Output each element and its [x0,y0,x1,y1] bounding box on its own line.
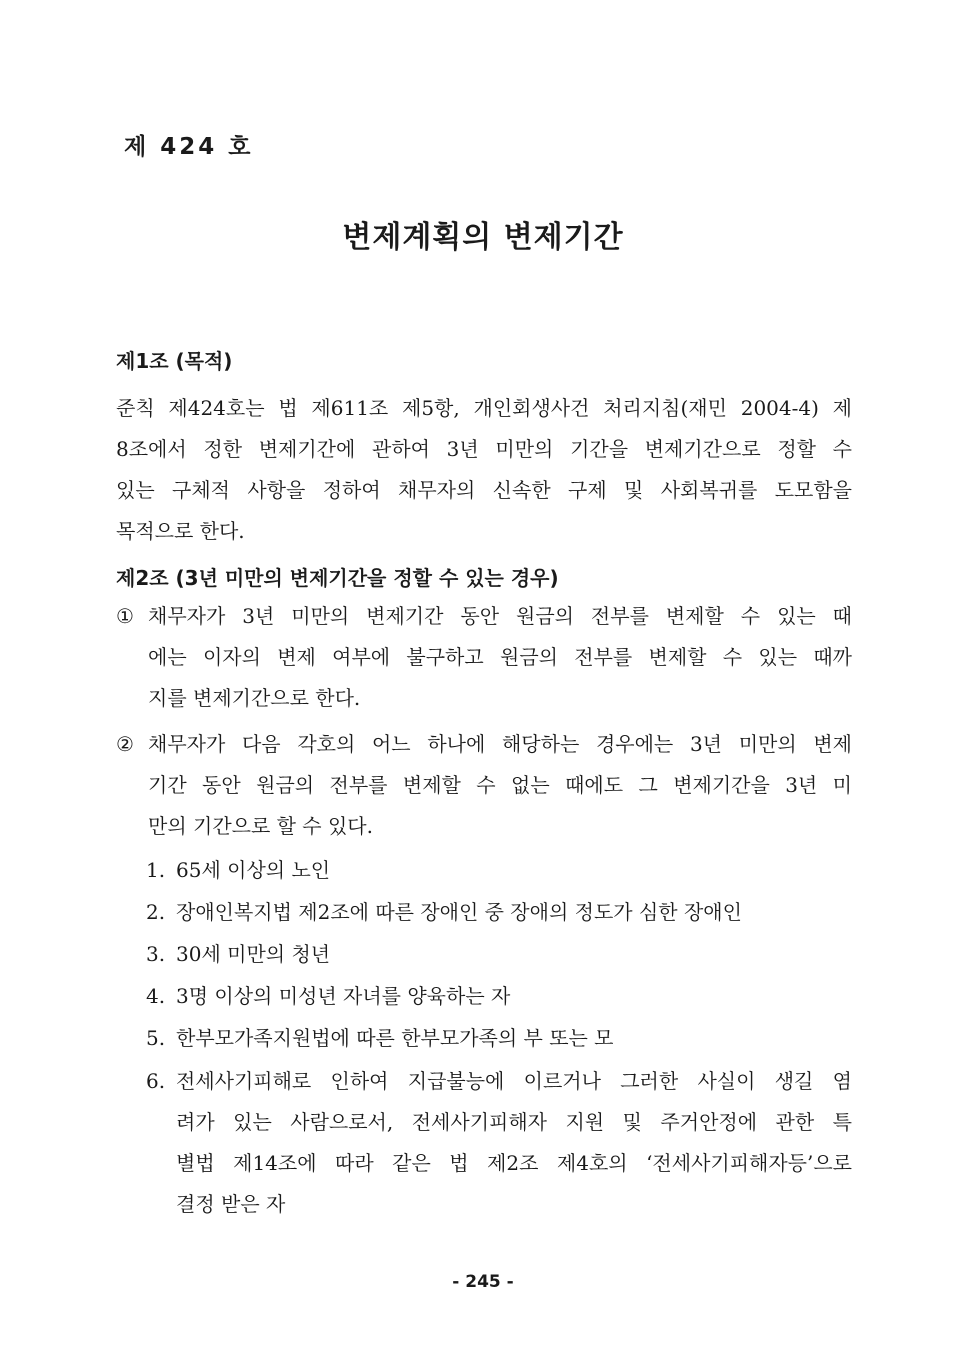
sub-item-number: 3. [146,942,166,966]
sub-item-1 [146,850,852,891]
item-line: 기간 동안 원금의 전부를 변제할 수 없는 때에도 그 변제기간을 3년 미 [148,773,852,797]
sub-item-line: 전세사기피해로 인하여 지급불능에 이르거나 그러한 사실이 생길 염 [176,1069,852,1093]
item-line: 만의 기간으로 할 수 있다. [148,814,373,838]
item-line: 지를 변제기간으로 한다. [148,686,361,710]
article-2-item-2 [116,724,852,847]
sub-item-6 [146,1061,852,1225]
sub-item-text [176,1018,852,1059]
sub-item-line: 별법 제14조에 따라 같은 법 제2조 제4호의 ‘전세사기피해자등’으로 [176,1151,852,1175]
article-1-line: 목적으로 한다. [116,519,245,543]
document-title: 변제계획의 변제기간 [342,220,624,255]
sub-item-line: 30세 미만의 청년 [176,942,331,966]
article-1-line: 준칙 제424호는 법 제611조 제5항, 개인회생사건 처리지침(재민 2004-4) 제 [116,396,852,420]
article-2-heading: 제2조 (3년 미만의 변제기간을 정할 수 있는 경우) [116,566,559,590]
item-line: 에는 이자의 변제 여부에 불구하고 원금의 전부를 변제할 수 있는 때까 [148,645,852,669]
sub-item-text [176,1061,852,1225]
item-line: 채무자가 다음 각호의 어느 하나에 해당하는 경우에는 3년 미만의 변제 [148,732,852,756]
sub-item-line: 65세 이상의 노인 [176,858,331,882]
sub-item-number: 5. [146,1026,166,1050]
sub-item-line: 결정 받은 자 [176,1192,286,1216]
sub-item-number: 6. [146,1069,166,1093]
sub-item-text [176,976,852,1017]
item-line: 채무자가 3년 미만의 변제기간 동안 원금의 전부를 변제할 수 있는 때 [148,604,852,628]
page-number: - 245 - [452,1272,514,1292]
sub-item-4 [146,976,852,1017]
sub-item-text [176,934,852,975]
document-number: 제 424 호 [124,134,254,160]
item-marker: ① [116,604,134,628]
sub-item-text [176,850,852,891]
sub-item-text [176,892,852,933]
sub-item-line: 3명 이상의 미성년 자녀를 양육하는 자 [176,984,511,1008]
sub-item-5 [146,1018,852,1059]
sub-item-number: 2. [146,900,166,924]
item-text [148,724,852,847]
article-1-line: 8조에서 정한 변제기간에 관하여 3년 미만의 기간을 변제기간으로 정할 수 [116,437,852,461]
article-1-body [116,388,852,552]
sub-item-2 [146,892,852,933]
sub-item-line: 장애인복지법 제2조에 따른 장애인 중 장애의 정도가 심한 장애인 [176,900,742,924]
item-text [148,596,852,719]
article-1-line: 있는 구체적 사항을 정하여 채무자의 신속한 구제 및 사회복귀를 도모함을 [116,478,852,502]
sub-item-line: 려가 있는 사람으로서, 전세사기피해자 지원 및 주거안정에 관한 특 [176,1110,852,1134]
article-2-item-1 [116,596,852,719]
sub-item-number: 1. [146,858,166,882]
sub-item-line: 한부모가족지원법에 따른 한부모가족의 부 또는 모 [176,1026,614,1050]
item-marker: ② [116,732,134,756]
sub-item-3 [146,934,852,975]
article-1-heading: 제1조 (목적) [116,349,233,373]
sub-item-number: 4. [146,984,166,1008]
